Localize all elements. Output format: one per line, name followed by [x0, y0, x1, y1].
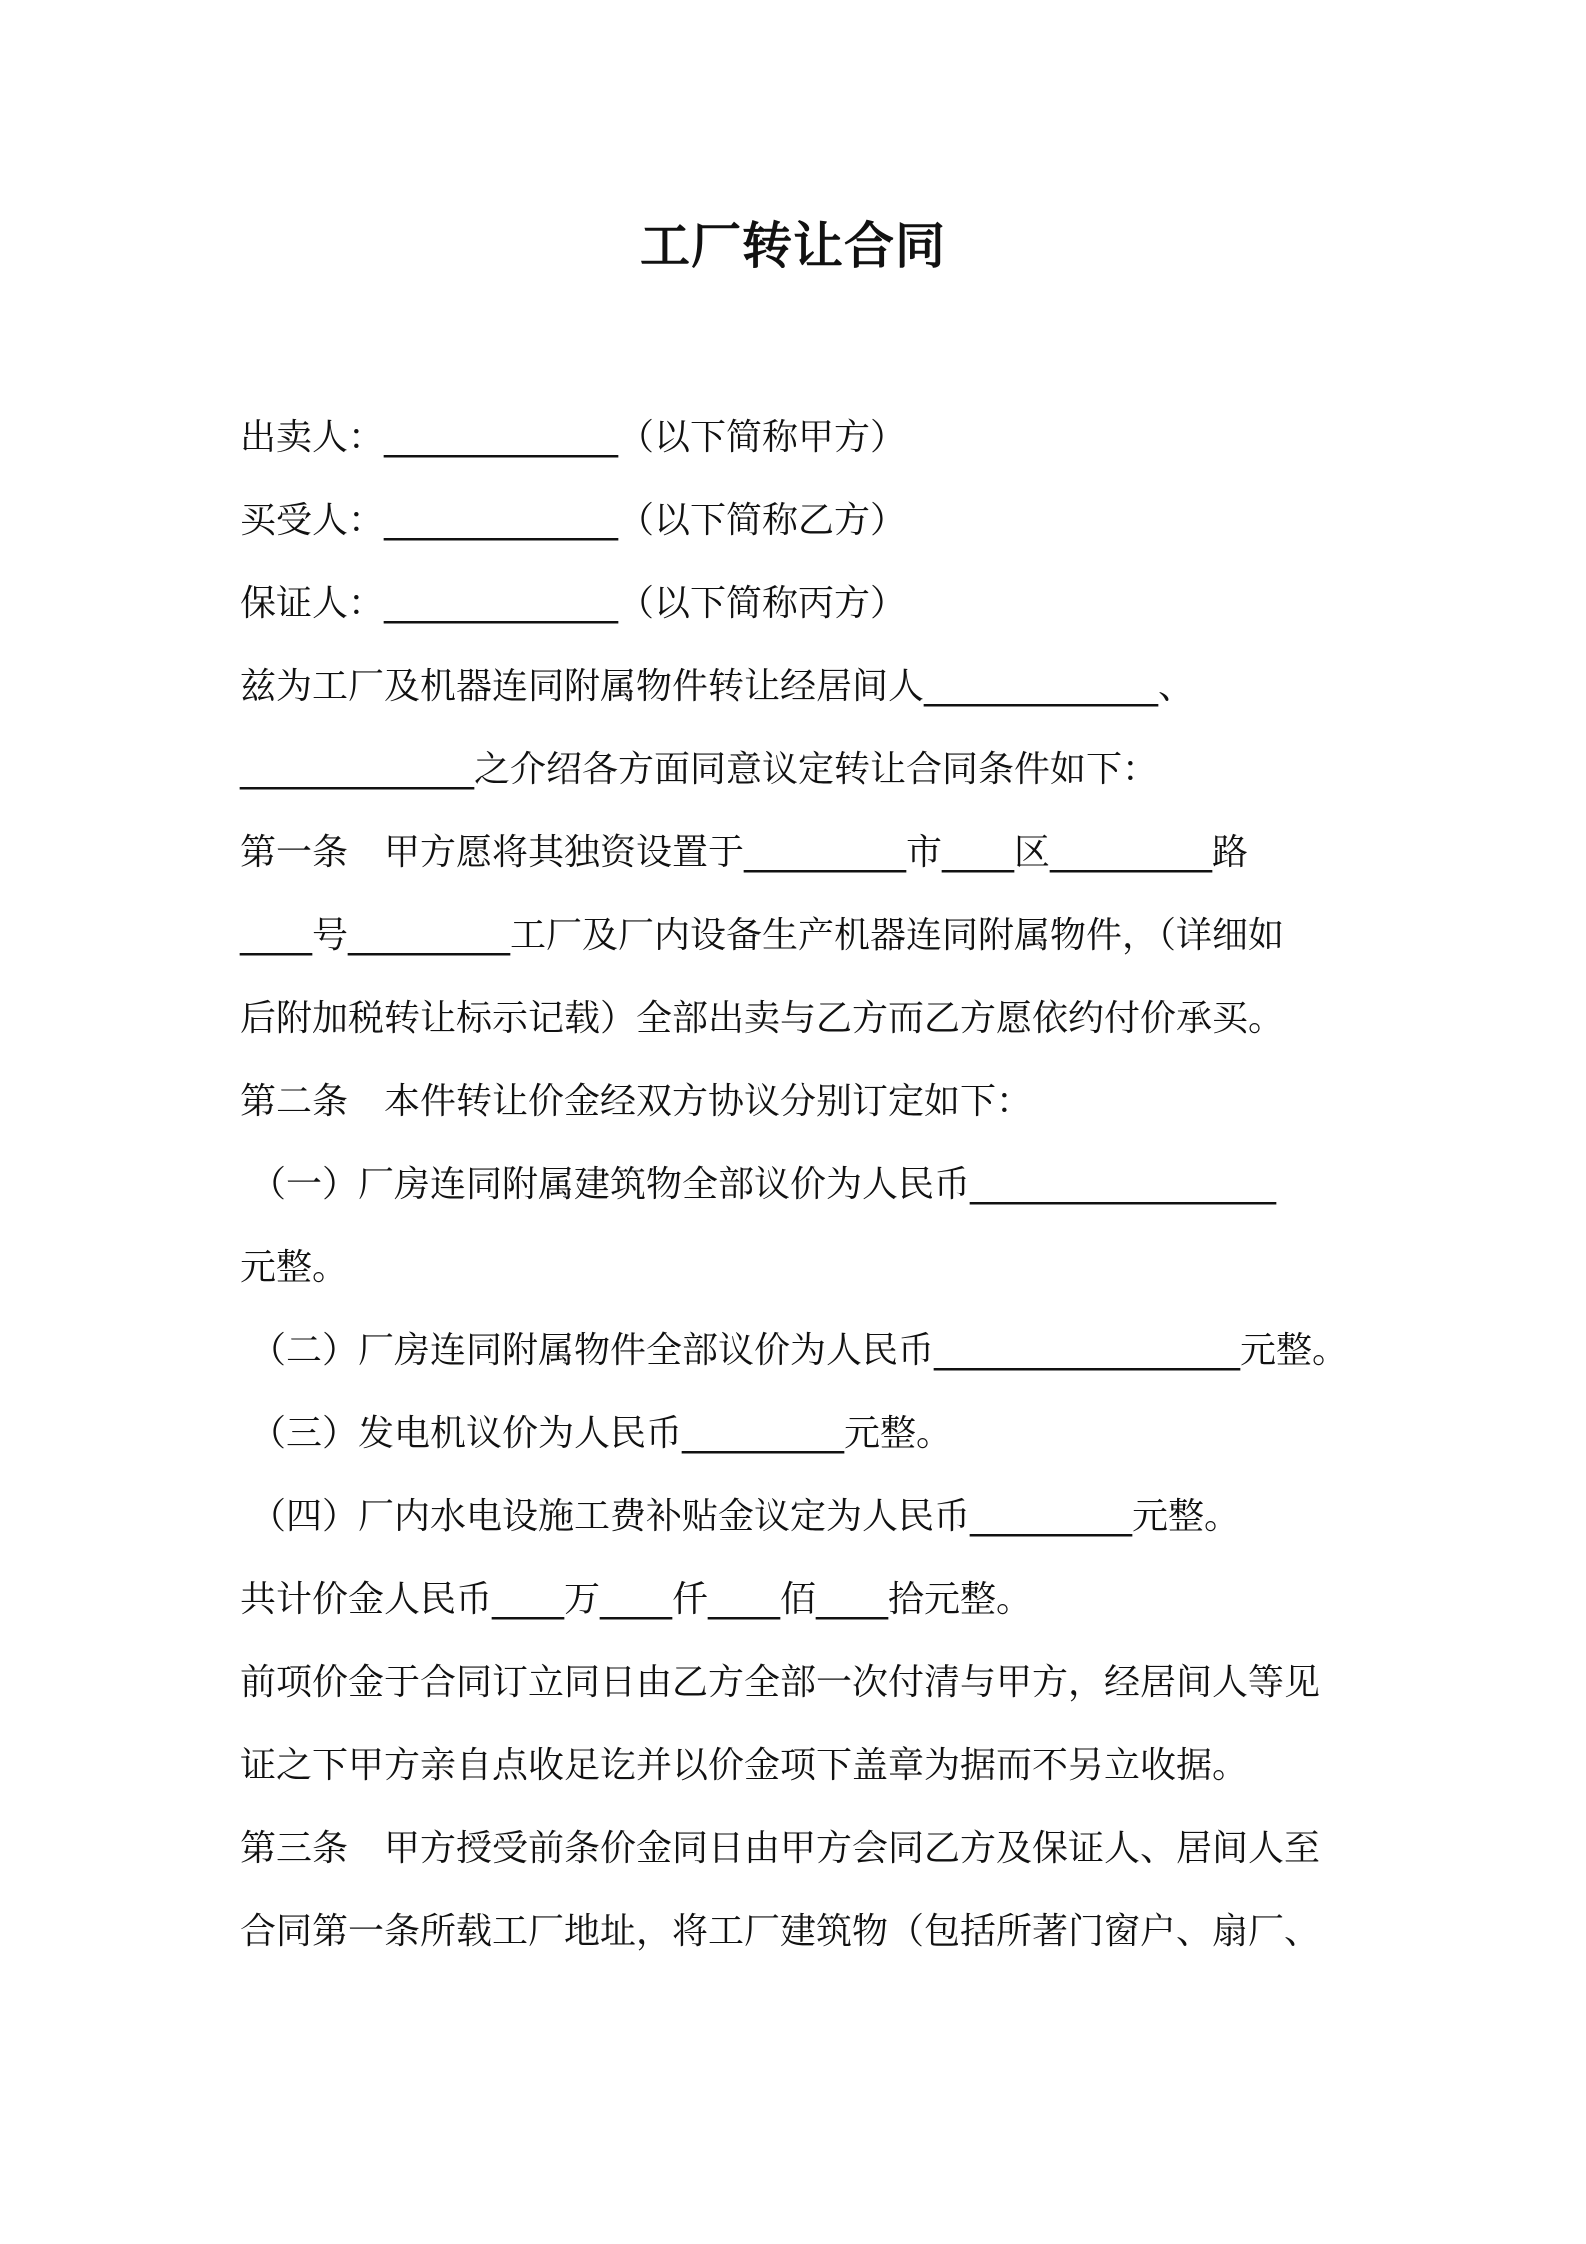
paragraph-line: 兹为工厂及机器连同附属物件转让经居间人_____________、	[240, 666, 1195, 707]
price-item-2: （二）厂房连同附属物件全部议价为人民币_________________元整。	[250, 1330, 1349, 1371]
price-item-1-cont: 元整。	[240, 1247, 349, 1288]
article-three-line: 合同第一条所载工厂地址，将工厂建筑物（包括所著门窗户、扇厂、	[240, 1911, 1321, 1952]
buyer-line: 买受人：_____________（以下简称乙方）	[240, 500, 907, 541]
payment-line: 前项价金于合同订立同日由乙方全部一次付清与甲方，经居间人等见	[240, 1662, 1321, 1703]
article-one-line: 后附加税转让标示记载）全部出卖与乙方而乙方愿依约付价承买。	[240, 998, 1285, 1039]
paragraph-line: _____________之介绍各方面同意议定转让合同条件如下：	[240, 749, 1159, 790]
article-one-line: ____号_________工厂及厂内设备生产机器连同附属物件，（详细如	[240, 915, 1285, 956]
total-price-line: 共计价金人民币____万____仟____佰____拾元整。	[240, 1579, 1033, 1620]
guarantor-line: 保证人：_____________（以下简称丙方）	[240, 583, 907, 624]
article-three-line: 第三条 甲方授受前条价金同日由甲方会同乙方及保证人、居间人至	[240, 1828, 1321, 1869]
price-item-1: （一）厂房连同附属建筑物全部议价为人民币_________________	[250, 1164, 1277, 1205]
seller-line: 出卖人：_____________（以下简称甲方）	[240, 417, 907, 458]
price-item-3: （三）发电机议价为人民币_________元整。	[250, 1413, 953, 1454]
document-title: 工厂转让合同	[640, 217, 946, 275]
article-two-line: 第二条 本件转让价金经双方协议分别订定如下：	[240, 1081, 1033, 1122]
price-item-4: （四）厂内水电设施工费补贴金议定为人民币_________元整。	[250, 1496, 1241, 1537]
payment-line: 证之下甲方亲自点收足讫并以价金项下盖章为据而不另立收据。	[240, 1745, 1249, 1786]
article-one-line: 第一条 甲方愿将其独资设置于_________市____区_________路	[240, 832, 1249, 873]
